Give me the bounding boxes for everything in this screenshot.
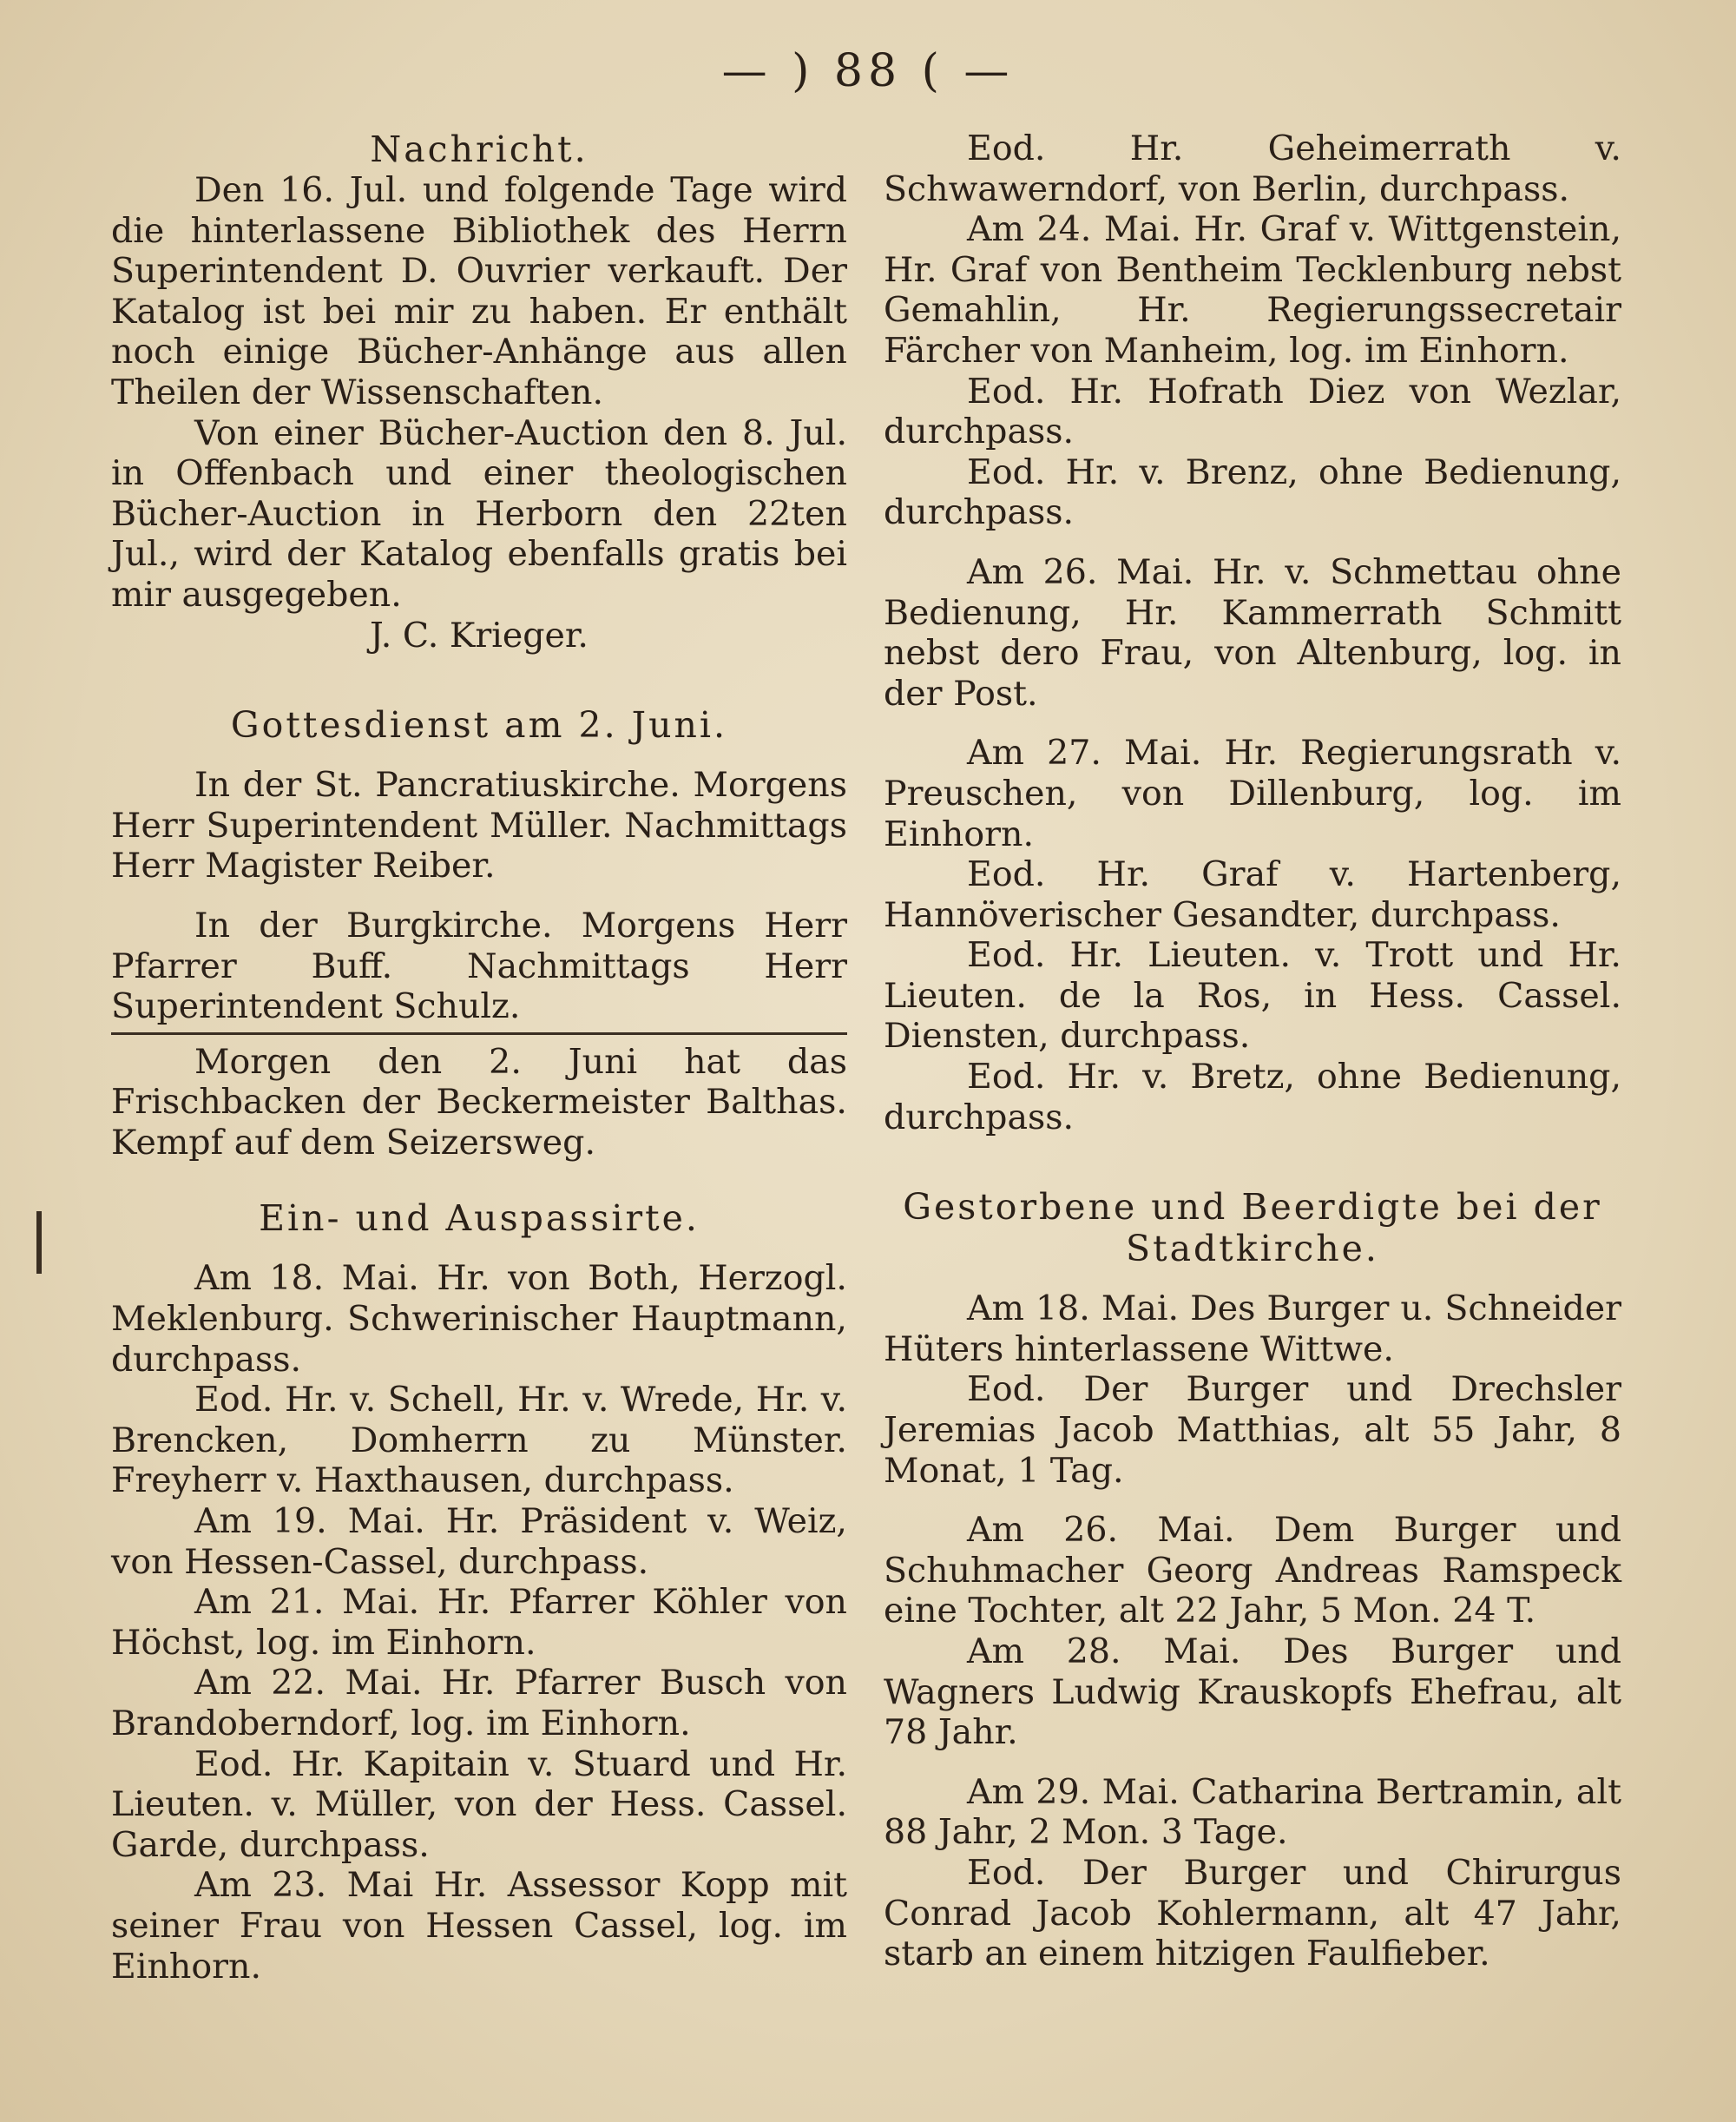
- travel-entry: Am 22. Mai. Hr. Pfarrer Busch von Brandoberndorf, log. im Einhorn.: [111, 1663, 847, 1743]
- page-number-header: — ) 88 ( —: [721, 45, 1015, 97]
- notice-signature: J. C. Krieger.: [370, 615, 589, 656]
- death-entry: Eod. Der Burger und Chirurgus Conrad Jacob Kohlermann, alt 47 Jahr, starb an einem hitzigen Faulfieber.: [884, 1852, 1621, 1974]
- margin-mark: [36, 1211, 42, 1274]
- travel-entry: Eod. Hr. Kapitain v. Stuard und Hr. Lieuten. v. Müller, von der Hess. Cassel. Garde, durchpass.: [111, 1743, 847, 1865]
- travel-entry: Eod. Hr. v. Brenz, ohne Bedienung, durchpass.: [884, 451, 1621, 533]
- travel-entry: Eod. Hr. Geheimerrath v. Schwawerndorf, von Berlin, durchpass.: [884, 129, 1621, 209]
- travel-entry: Am 26. Mai. Hr. v. Schmettau ohne Bedienung, Hr. Kammerrath Schmitt nebst dero Frau, von Altenburg, log. in der Post.: [884, 551, 1621, 714]
- death-entry: Am 29. Mai. Catharina Bertramin, alt 88 Jahr, 2 Mon. 3 Tage.: [884, 1771, 1621, 1853]
- death-entry: Am 26. Mai. Dem Burger und Schuhmacher Georg Andreas Ramspeck eine Tochter, alt 22 Jahr, 5 Mon. 24 T.: [884, 1510, 1621, 1631]
- travel-entry: Am 19. Mai. Hr. Präsident v. Weiz, von Hessen-Cassel, durchpass.: [111, 1501, 847, 1582]
- travel-entry: Am 23. Mai Hr. Assessor Kopp mit seiner Frau von Hessen Cassel, log. im Einhorn.: [111, 1865, 847, 1987]
- travel-entry: Am 21. Mai. Hr. Pfarrer Köhler von Höchst, log. im Einhorn.: [111, 1582, 847, 1663]
- travel-entry: Am 18. Mai. Hr. von Both, Herzogl. Meklenburg. Schwerinischer Hauptmann, durchpass.: [111, 1258, 847, 1380]
- baking-notice: Morgen den 2. Juni hat das Frischbacken der Beckermeister Balthas. Kempf auf dem Seizersweg.: [111, 1041, 847, 1163]
- section-divider: [111, 1032, 847, 1035]
- travel-entry: Eod. Hr. v. Schell, Hr. v. Wrede, Hr. v. Brencken, Domherrn zu Münster. Freyherr v. Haxthausen, durchpass.: [111, 1380, 847, 1501]
- travel-entry: Am 24. Mai. Hr. Graf v. Wittgenstein, Hr. Graf von Bentheim Tecklenburg nebst Gemahlin, Hr. Regierungssecretair Färcher von Manheim, log. im Einhorn.: [884, 209, 1621, 371]
- service-paragraph-1: In der St. Pancratiuskirche. Morgens Herr Superintendent Müller. Nachmittags Herr Magister Reiber.: [111, 765, 847, 886]
- service-heading: Gottesdienst am 2. Juni.: [230, 704, 728, 747]
- death-entry: Am 28. Mai. Des Burger und Wagners Ludwig Krauskopfs Ehefrau, alt 78 Jahr.: [884, 1631, 1621, 1753]
- death-entry: Eod. Der Burger und Drechsler Jeremias Jacob Matthias, alt 55 Jahr, 8 Monat, 1 Tag.: [884, 1369, 1621, 1491]
- travel-entry: Eod. Hr. Lieuten. v. Trott und Hr. Lieuten. de la Ros, in Hess. Cassel. Diensten, durchpass.: [884, 935, 1621, 1057]
- travel-heading: Ein- und Auspassirte.: [259, 1197, 700, 1240]
- right-column: [884, 129, 1621, 1974]
- death-entry: Am 18. Mai. Des Burger u. Schneider Hüters hinterlassene Wittwe.: [884, 1288, 1621, 1369]
- notice-paragraph-2: Von einer Bücher-Auction den 8. Jul. in Offenbach und einer theologischen Bücher-Auction in Herborn den 22ten Jul., wird der Katalog ebenfalls gratis bei mir ausgegeben.: [111, 412, 847, 615]
- service-paragraph-2: In der Burgkirche. Morgens Herr Pfarrer Buff. Nachmittags Herr Superintendent Schulz.: [111, 905, 847, 1027]
- notice-heading: Nachricht.: [370, 129, 589, 170]
- travel-entry: Am 27. Mai. Hr. Regierungsrath v. Preuschen, von Dillenburg, log. im Einhorn.: [884, 733, 1621, 854]
- travel-entry: Eod. Hr. Graf v. Hartenberg, Hannöverischer Gesandter, durchpass.: [884, 854, 1621, 935]
- left-column: [111, 129, 847, 1987]
- notice-paragraph-1: Den 16. Jul. und folgende Tage wird die hinterlassene Bibliothek des Herrn Superintendent D. Ouvrier verkauft. Der Katalog ist bei mir zu haben. Er enthält noch einige Bücher-Anhänge aus allen Theilen der Wissenschaften.: [111, 170, 847, 412]
- deaths-subheading: Stadtkirche.: [1126, 1228, 1379, 1270]
- travel-entry: Eod. Hr. Hofrath Diez von Wezlar, durchpass.: [884, 371, 1621, 452]
- deaths-heading: Gestorbene und Beerdigte bei der: [903, 1186, 1602, 1229]
- travel-entry: Eod. Hr. v. Bretz, ohne Bedienung, durchpass.: [884, 1057, 1621, 1137]
